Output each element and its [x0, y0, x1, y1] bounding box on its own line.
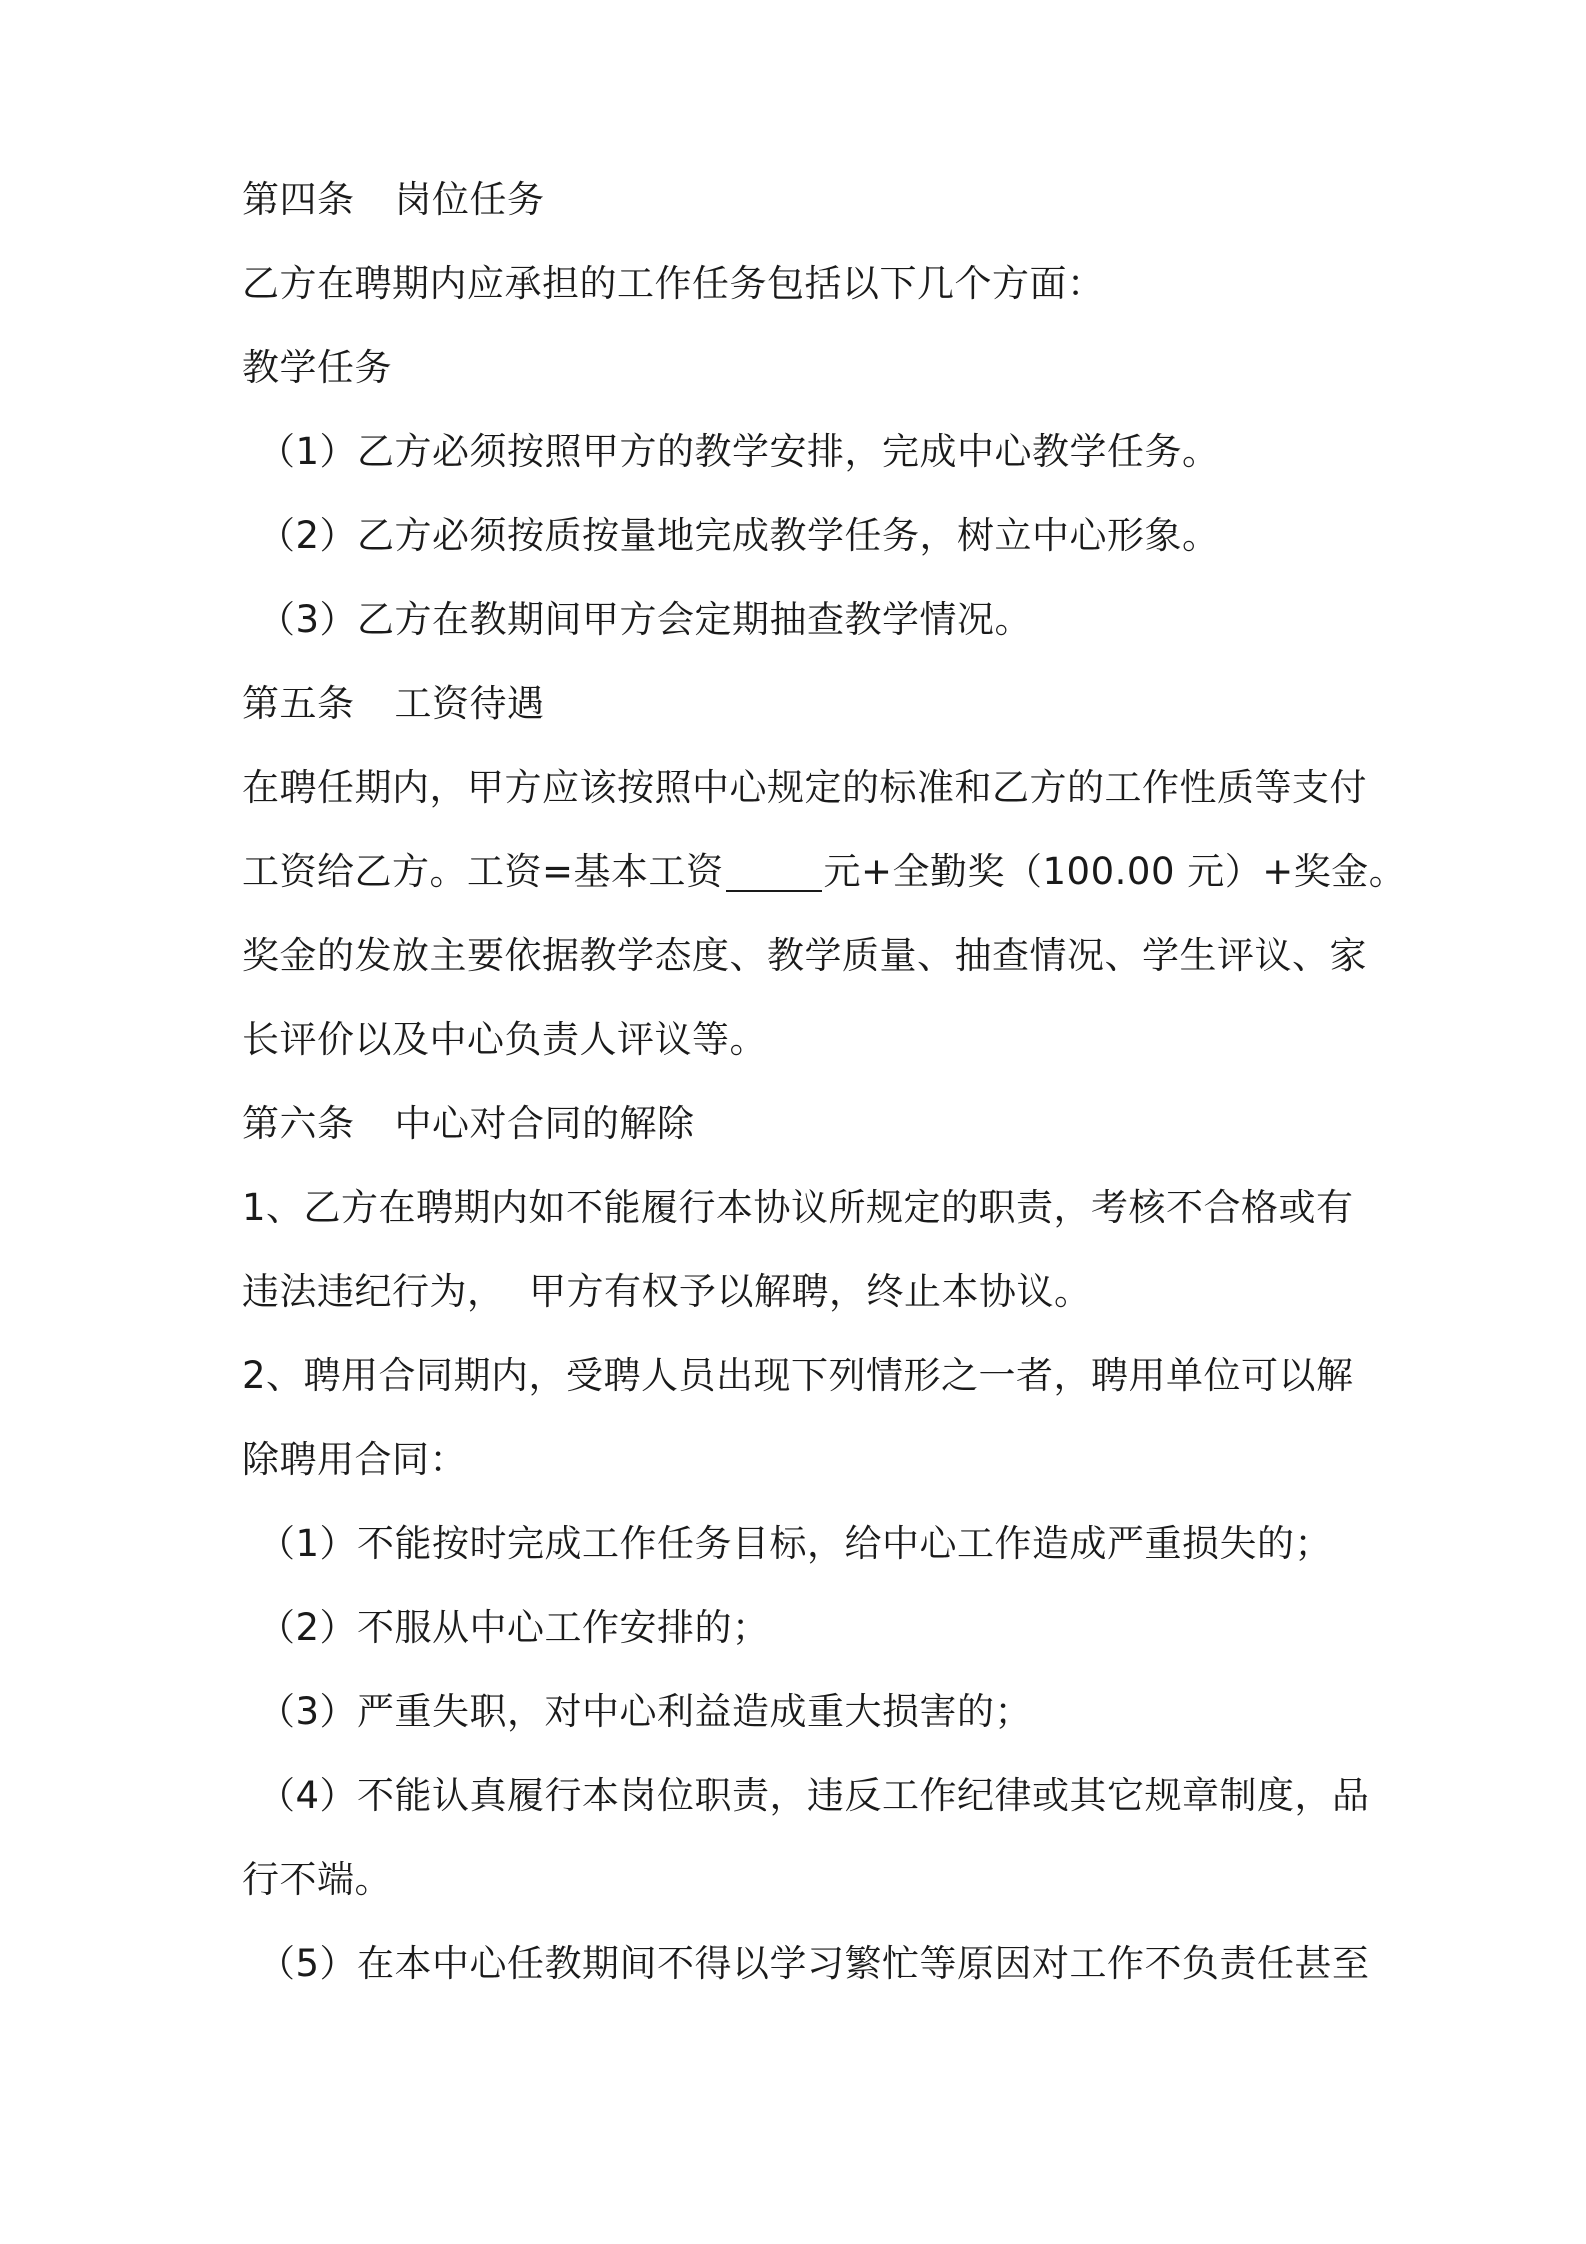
article4-item-3: （3）乙方在教期间甲方会定期抽查教学情况。 [258, 598, 1033, 641]
article4-intro: 乙方在聘期内应承担的工作任务包括以下几个方面： [242, 262, 1105, 305]
base-salary-blank [726, 850, 822, 892]
article6-clause2-line1: 2、聘用合同期内，受聘人员出现下列情形之一者，聘用单位可以解 [242, 1354, 1354, 1397]
article6-item-1: （1）不能按时完成工作任务目标，给中心工作造成严重损失的； [258, 1522, 1333, 1565]
article4-title: 岗位任务 [394, 178, 545, 221]
article4-subheading: 教学任务 [242, 346, 392, 389]
article6-heading [242, 1099, 1362, 1149]
article6-title: 中心对合同的解除 [394, 1102, 695, 1145]
article5-line-1: 在聘任期内，甲方应该按照中心规定的标准和乙方的工作性质等支付 [242, 766, 1367, 809]
article5-title: 工资待遇 [394, 682, 545, 725]
salary-text-after: 元+全勤奖（100.00 元）+奖金。 [823, 850, 1407, 893]
article6-item-4: （4）不能认真履行本岗位职责，违反工作纪律或其它规章制度，品 [258, 1774, 1370, 1817]
article6-item-4-continued: 行不端。 [242, 1858, 392, 1901]
article5-line-2 [242, 847, 1407, 897]
salary-text-before: 工资给乙方。工资=基本工资 [242, 850, 724, 893]
article4-item-2: （2）乙方必须按质按量地完成教学任务，树立中心形象。 [258, 514, 1220, 557]
article6-item-5: （5）在本中心任教期间不得以学习繁忙等原因对工作不负责任甚至 [258, 1942, 1370, 1985]
article6-number: 第六条 [242, 1102, 355, 1145]
article6-item-3: （3）严重失职，对中心利益造成重大损害的； [258, 1690, 1033, 1733]
article4-heading [242, 175, 1362, 225]
article6-clause2-line2: 除聘用合同： [242, 1438, 467, 1481]
article5-number: 第五条 [242, 682, 355, 725]
article5-line-4: 长评价以及中心负责人评议等。 [242, 1018, 767, 1061]
article6-clause1-line2: 违法违纪行为， 甲方有权予以解聘，终止本协议。 [242, 1270, 1092, 1313]
article4-number: 第四条 [242, 178, 355, 221]
article6-item-2: （2）不服从中心工作安排的； [258, 1606, 770, 1649]
article5-heading [242, 679, 1362, 729]
article4-item-1: （1）乙方必须按照甲方的教学安排，完成中心教学任务。 [258, 430, 1220, 473]
article5-line-3: 奖金的发放主要依据教学态度、教学质量、抽查情况、学生评议、家 [242, 934, 1367, 977]
article6-clause1-line1: 1、乙方在聘期内如不能履行本协议所规定的职责，考核不合格或有 [242, 1186, 1354, 1229]
